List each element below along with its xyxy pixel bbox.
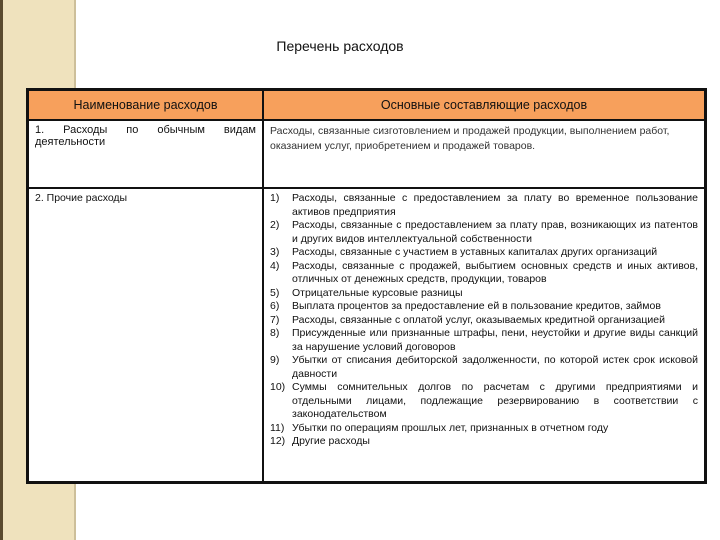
item-number: 1): [270, 192, 280, 204]
list-item: [270, 260, 698, 287]
list-item: [270, 381, 698, 422]
list-item: [270, 246, 698, 260]
item-number: 12): [270, 435, 286, 447]
page-title: Перечень расходов: [276, 38, 404, 54]
item-text: Расходы, связанные с предоставлением за плату во временное пользование активов предприятия: [292, 192, 698, 218]
list-item: [270, 300, 698, 314]
item-number: 5): [270, 286, 280, 299]
item-number: 7): [270, 313, 280, 326]
list-item: [270, 192, 698, 219]
column-header-name: Наименование расходов: [28, 90, 264, 121]
item-number: 4): [270, 259, 280, 272]
list-item: [270, 422, 698, 436]
item-text: Расходы, связанные с участием в уставных капиталах других организаций: [292, 246, 658, 258]
item-text: Другие расходы: [292, 435, 370, 447]
item-text: Убытки от списания дебиторской задолженности, по которой истек срок исковой давности: [292, 354, 698, 380]
list-item: [270, 327, 698, 354]
expense-name: 1. Расходы по обычным видам деятельности: [28, 120, 264, 188]
item-text: Убытки по операциям прошлых лет, признанных в отчетном году: [292, 421, 609, 434]
list-item: [270, 435, 698, 449]
expense-items-list: [270, 192, 698, 449]
item-number: 9): [270, 354, 280, 366]
item-number: 3): [270, 246, 280, 258]
expense-items-cell: [263, 188, 706, 483]
table-row: [28, 120, 706, 188]
expense-description: Расходы, связанные сизготовлением и продажей продукции, выполнением работ, оказанием услуг, приобретением и продажей товаров.: [263, 120, 706, 188]
item-text: Расходы, связанные с предоставлением за плату прав, возникающих из патентов и других видов интеллектуальной собственности: [292, 219, 698, 245]
item-text: Присужденные или признанные штрафы, пени, неустойки и другие виды санкций за нарушение условий договоров: [292, 327, 698, 353]
item-text: Выплата процентов за предоставление ей в пользование кредитов, займов: [292, 300, 661, 312]
list-item: [270, 287, 698, 301]
item-text: Расходы, связанные с продажей, выбытием основных средств и иных активов, отличных от денежных средств, продукции, товаров: [292, 259, 698, 285]
table-row: [28, 188, 706, 483]
item-text: Суммы сомнительных долгов по расчетам с другими предприятиями и отдельными лицами, подлежащие резервированию в соответствии с законодательством: [292, 381, 698, 420]
item-number: 10): [270, 381, 286, 393]
item-number: 2): [270, 219, 280, 231]
item-number: 11): [270, 421, 285, 434]
expenses-table: [26, 88, 707, 484]
item-text: Отрицательные курсовые разницы: [292, 286, 463, 299]
table-header-row: [28, 90, 706, 121]
list-item: [270, 219, 698, 246]
list-item: [270, 314, 698, 328]
item-number: 8): [270, 327, 280, 339]
column-header-components: Основные составляющие расходов: [263, 90, 706, 121]
item-number: 6): [270, 300, 280, 312]
list-item: [270, 354, 698, 381]
item-text: Расходы, связанные с оплатой услуг, оказываемых кредитной организацией: [292, 313, 665, 326]
expense-name: 2. Прочие расходы: [28, 188, 264, 483]
